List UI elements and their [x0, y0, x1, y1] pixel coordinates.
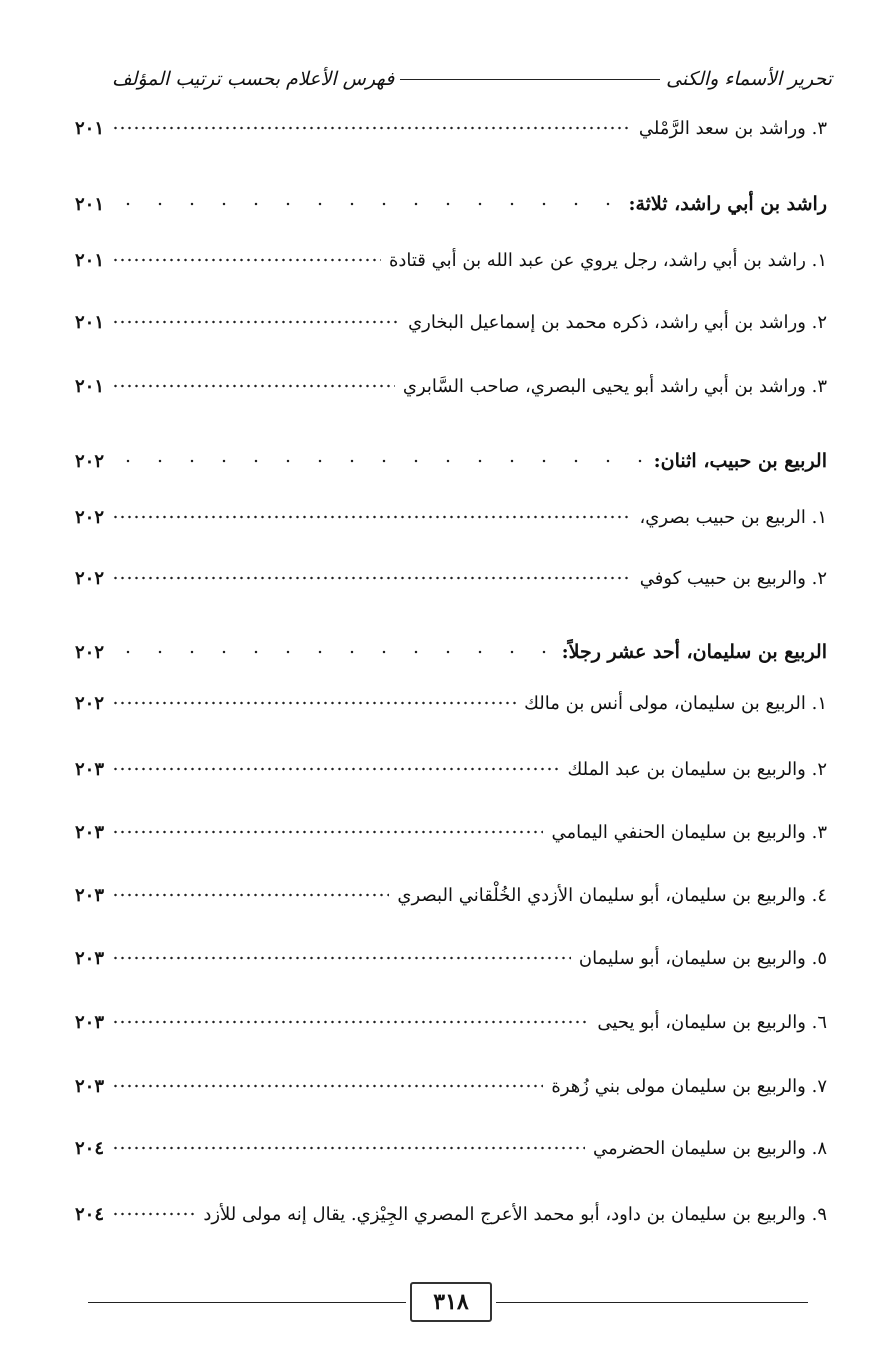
entry-text: ٥. والربيع بن سليمان، أبو سليمان — [578, 947, 827, 969]
running-header — [112, 62, 832, 96]
entry-text: ٢. والربيع بن سليمان بن عبد الملك — [567, 758, 827, 780]
index-entry — [75, 1002, 827, 1042]
index-entry — [75, 108, 827, 148]
index-entry — [75, 938, 827, 978]
entry-page: ٢٠١ — [75, 117, 105, 139]
page-footer — [88, 1280, 808, 1326]
leader-dots — [112, 126, 631, 130]
entry-page: ٢٠٣ — [75, 821, 105, 843]
entry-page: ٢٠١ — [75, 375, 105, 397]
entry-page: ٢٠٢ — [75, 567, 105, 589]
header-book-title: تحرير الأسماء والكنى — [666, 68, 832, 90]
heading-page: ٢٠٢ — [75, 641, 105, 663]
index-entry — [75, 683, 827, 723]
entry-text: ١. راشد بن أبي راشد، رجل يروي عن عبد الله بن أبي قتادة — [388, 249, 827, 271]
entry-text: ٣. والربيع بن سليمان الحنفي اليمامي — [551, 821, 827, 843]
entry-page: ٢٠٣ — [75, 1075, 105, 1097]
index-heading — [75, 632, 827, 672]
index-entry — [75, 240, 827, 280]
heading-text: راشد بن أبي راشد، ثلاثة: — [628, 193, 827, 215]
leader-dots — [112, 767, 559, 771]
leader-dots — [112, 1146, 585, 1150]
index-entry — [75, 1066, 827, 1106]
heading-page: ٢٠٢ — [75, 450, 105, 472]
entry-text: ٤. والربيع بن سليمان، أبو سليمان الأزدي الخُلْقاني البصري — [397, 884, 827, 906]
heading-page: ٢٠١ — [75, 193, 105, 215]
index-entry — [75, 1128, 827, 1168]
index-heading — [75, 184, 827, 224]
entry-page: ٢٠٢ — [75, 506, 105, 528]
index-entry — [75, 366, 827, 406]
entry-page: ٢٠٣ — [75, 884, 105, 906]
entry-page: ٢٠١ — [75, 249, 105, 271]
leader-dots — [112, 1212, 195, 1216]
leader-dots — [112, 258, 381, 262]
entry-text: ٩. والربيع بن سليمان بن داود، أبو محمد الأعرج المصري الجِيْزي. يقال إنه مولى للأزد — [203, 1203, 827, 1225]
header-rule — [400, 79, 660, 80]
footer-rule-left — [88, 1302, 406, 1303]
leader-dots — [112, 1020, 589, 1024]
leader-dots — [112, 320, 400, 324]
index-entry — [75, 558, 827, 598]
entry-text: ١. الربيع بن سليمان، مولى أنس بن مالك — [524, 692, 827, 714]
header-section-title: فهرس الأعلام بحسب ترتيب المؤلف — [112, 68, 395, 90]
entry-text: ٢. والربيع بن حبيب كوفي — [639, 567, 827, 589]
entry-page: ٢٠٤ — [75, 1203, 105, 1225]
heading-text: الربيع بن حبيب، اثنان: — [653, 450, 827, 472]
entry-page: ٢٠٣ — [75, 947, 105, 969]
entry-page: ٢٠٢ — [75, 692, 105, 714]
leader-dots — [112, 384, 395, 388]
entry-text: ١. الربيع بن حبيب بصري، — [639, 506, 827, 528]
index-entry — [75, 497, 827, 537]
leader-dots — [112, 1084, 543, 1088]
entry-page: ٢٠١ — [75, 311, 105, 333]
leader-dots — [112, 830, 543, 834]
entry-page: ٢٠٤ — [75, 1137, 105, 1159]
leader-dots — [112, 956, 571, 960]
index-entry — [75, 302, 827, 342]
index-entry — [75, 812, 827, 852]
index-entry — [75, 749, 827, 789]
entry-text: ٨. والربيع بن سليمان الحضرمي — [593, 1137, 827, 1159]
index-heading — [75, 441, 827, 481]
index-entry — [75, 875, 827, 915]
leader-dots — [112, 459, 646, 463]
entry-text: ٣. وراشد بن سعد الرَّمْلي — [638, 117, 827, 139]
index-entry — [75, 1194, 827, 1234]
entry-text: ٢. وراشد بن أبي راشد، ذكره محمد بن إسماعيل البخاري — [408, 311, 827, 333]
entry-page: ٢٠٣ — [75, 758, 105, 780]
heading-text: الربيع بن سليمان، أحد عشر رجلاً: — [561, 641, 827, 663]
entry-page: ٢٠٣ — [75, 1011, 105, 1033]
entry-text: ٦. والربيع بن سليمان، أبو يحيى — [597, 1011, 827, 1033]
leader-dots — [112, 202, 620, 206]
leader-dots — [112, 701, 516, 705]
leader-dots — [112, 893, 389, 897]
entry-text: ٧. والربيع بن سليمان مولى بني زُهرة — [551, 1075, 827, 1097]
footer-rule-right — [496, 1302, 808, 1303]
page-number: ٣١٨ — [410, 1282, 492, 1322]
leader-dots — [112, 650, 554, 654]
entry-text: ٣. وراشد بن أبي راشد أبو يحيى البصري، صاحب السَّابري — [402, 375, 827, 397]
leader-dots — [112, 515, 631, 519]
leader-dots — [112, 576, 632, 580]
